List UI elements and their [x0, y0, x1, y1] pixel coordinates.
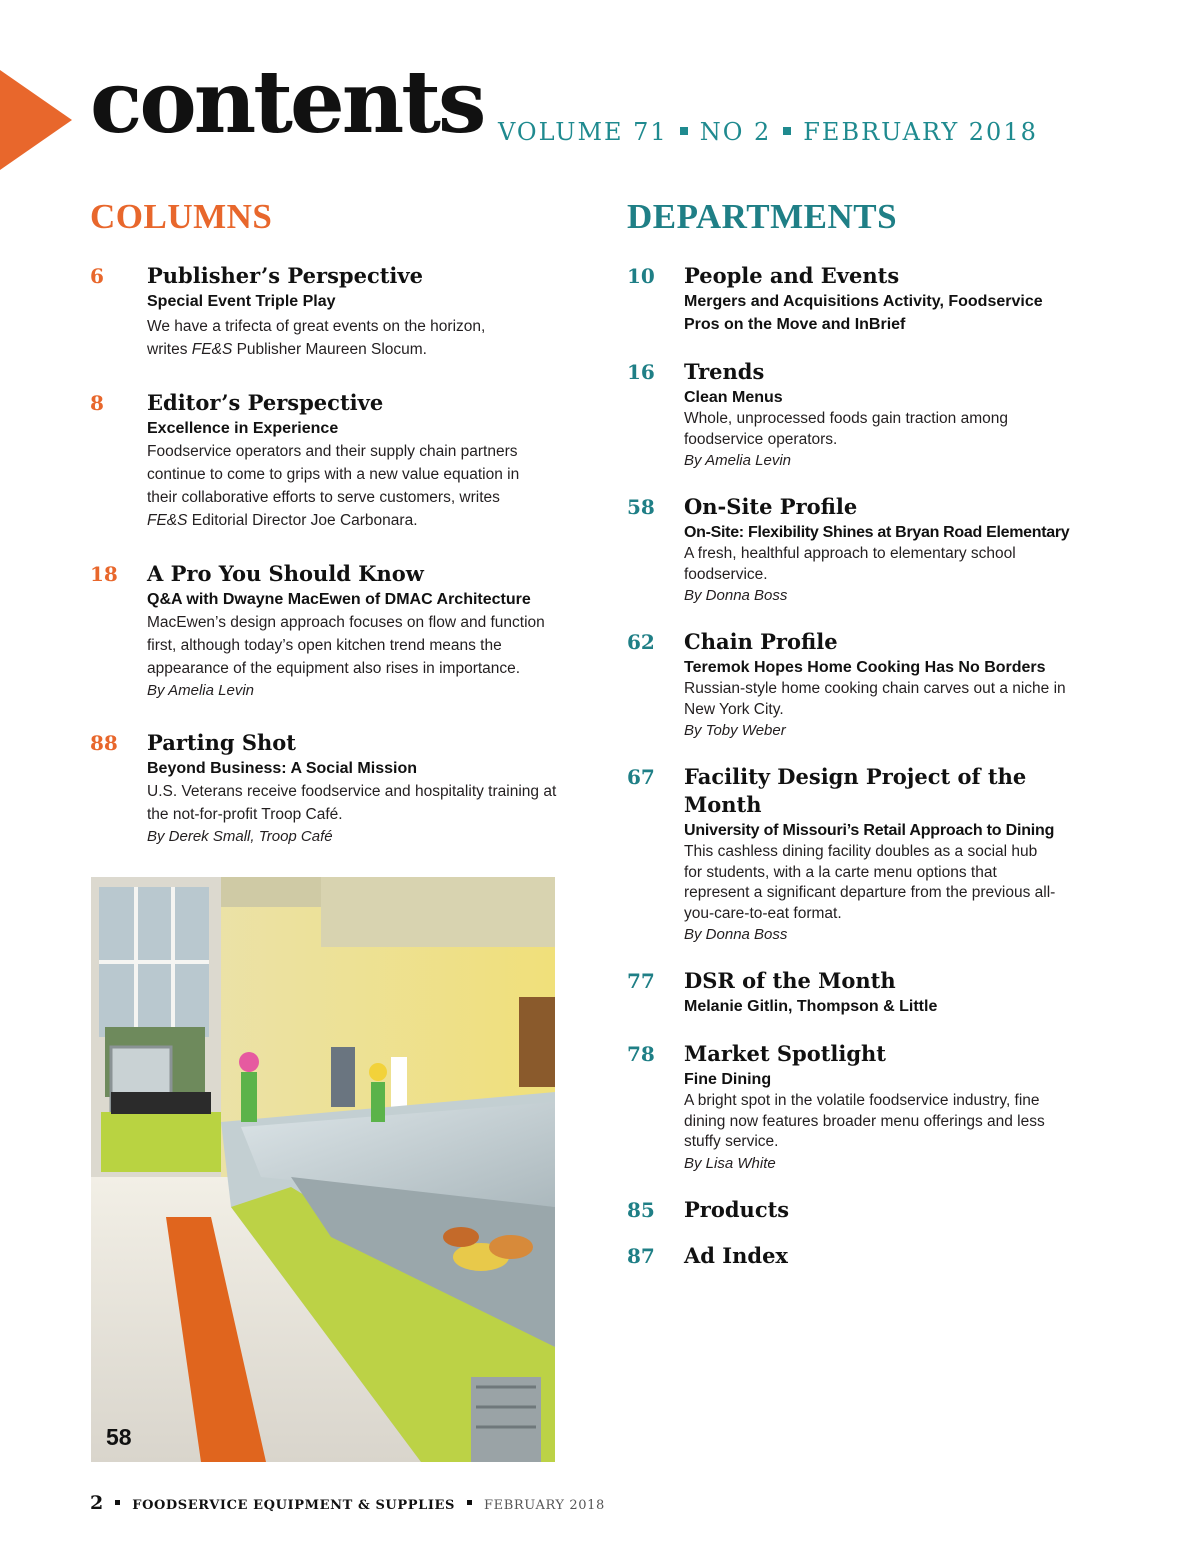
toc-entry[interactable]	[90, 729, 570, 847]
toc-entry[interactable]	[627, 262, 1097, 336]
toc-entry[interactable]	[627, 358, 1097, 471]
toc-entry[interactable]	[90, 560, 570, 701]
description-text: writes	[147, 341, 192, 358]
entry-title: A Pro You Should Know	[147, 561, 424, 586]
page-number: 78	[627, 1042, 655, 1066]
entry-title: Chain Profile	[684, 629, 838, 654]
toc-entry[interactable]	[627, 763, 1097, 945]
page-footer	[90, 1492, 605, 1514]
toc-entry[interactable]	[627, 967, 1097, 1018]
entry-subtitle: Fine Dining	[684, 1071, 772, 1088]
toc-entry[interactable]	[627, 1040, 1097, 1174]
cafeteria-photo	[91, 877, 555, 1462]
entry-subtitle: Teremok Hopes Home Cooking Has No Borders	[684, 659, 1046, 676]
entry-subtitle: Excellence in Experience	[147, 420, 339, 437]
issue-label: NO 2	[699, 118, 772, 146]
entry-subtitle: University of Missouri’s Retail Approach to Dining	[684, 822, 1055, 839]
entry-subtitle: Q&A with Dwayne MacEwen of DMAC Architecture	[147, 591, 531, 608]
page-number: 62	[627, 630, 655, 654]
columns-section	[90, 196, 570, 875]
page-number: 77	[627, 969, 655, 993]
entry-description	[147, 315, 570, 361]
entry-byline: By Donna Boss	[684, 587, 788, 604]
entry-title: On-Site Profile	[684, 494, 858, 519]
entry-title: Facility Design Project of the Month	[684, 764, 1027, 817]
entry-title: Trends	[684, 359, 765, 384]
entry-subtitle: On-Site: Flexibility Shines at Bryan Road Elementary	[684, 524, 1070, 541]
page-number: 16	[627, 360, 655, 384]
entry-description: MacEwen’s design approach focuses on flow and function first, although today’s open kitchen trend means the appearance of the equipment also rises in importance.	[147, 614, 545, 677]
entry-title: Market Spotlight	[684, 1041, 887, 1066]
departments-heading: DEPARTMENTS	[627, 197, 898, 236]
page-number: 8	[90, 391, 104, 415]
description-text: Foodservice operators and their supply chain partners continue to come to grips with a new value equation in their collaborative efforts to serve customers, writes	[147, 443, 520, 506]
orange-arrow-marker	[0, 70, 72, 170]
publication-abbrev: FE&S	[147, 512, 188, 529]
page-number: 85	[627, 1197, 655, 1222]
toc-entry[interactable]	[627, 1196, 1097, 1224]
description-text: Publisher Maureen Slocum.	[232, 341, 427, 358]
entry-description: U.S. Veterans receive foodservice and hospitality training at the not-for-profit Troop Café.	[147, 783, 557, 823]
entry-description	[147, 440, 547, 532]
issue-line	[498, 118, 1038, 146]
entry-description: This cashless dining facility doubles as a social hub for students, with a la carte menu options that represent a significant departure from the previous all-you-care-to-eat format.	[684, 843, 1056, 922]
photo-page-label: 58	[106, 1424, 132, 1450]
page-number: 88	[90, 731, 118, 755]
folio-number: 2	[90, 1492, 104, 1514]
entry-title: Products	[684, 1196, 790, 1222]
entry-title: Editor’s Perspective	[147, 390, 384, 415]
entry-subtitle: Mergers and Acquisitions Activity, Foodservice Pros on the Move and InBrief	[684, 293, 1043, 333]
page-number: 87	[627, 1243, 655, 1268]
masthead-contents: contents	[90, 52, 484, 153]
cafeteria-photo-illustration	[91, 877, 555, 1462]
departments-section	[627, 196, 1097, 1292]
entry-byline: By Lisa White	[684, 1154, 776, 1172]
toc-entry[interactable]	[627, 493, 1097, 606]
page-number: 18	[90, 562, 118, 586]
page-number: 67	[627, 765, 655, 789]
entry-byline: By Donna Boss	[684, 926, 788, 943]
toc-entry[interactable]	[90, 262, 570, 361]
magazine-name: FOODSERVICE EQUIPMENT & SUPPLIES	[132, 1498, 456, 1513]
entry-byline: By Amelia Levin	[147, 682, 254, 699]
page-number: 58	[627, 495, 655, 519]
issue-date: FEBRUARY 2018	[803, 118, 1038, 146]
columns-heading: COLUMNS	[90, 197, 273, 236]
entry-subtitle: Clean Menus	[684, 389, 783, 406]
description-text: We have a trifecta of great events on the horizon,	[147, 318, 486, 335]
entry-description: A bright spot in the volatile foodservice industry, fine dining now features broader menu offerings and less stuffy service.	[684, 1092, 1045, 1150]
entry-description: A fresh, healthful approach to elementary school foodservice.	[684, 545, 1016, 583]
entry-subtitle: Special Event Triple Play	[147, 293, 336, 310]
separator-square-icon	[783, 127, 791, 135]
toc-entry[interactable]	[90, 389, 570, 532]
entry-title: People and Events	[684, 263, 900, 288]
entry-subtitle: Melanie Gitlin, Thompson & Little	[684, 998, 938, 1015]
description-text: Editorial Director Joe Carbonara.	[187, 512, 418, 529]
entry-title: Parting Shot	[147, 730, 296, 755]
entry-title: Ad Index	[684, 1242, 788, 1268]
entry-byline: By Derek Small, Troop Café	[147, 828, 333, 845]
page-number: 10	[627, 264, 655, 288]
toc-entry[interactable]	[627, 628, 1097, 741]
page-number: 6	[90, 264, 104, 288]
entry-subtitle: Beyond Business: A Social Mission	[147, 760, 417, 777]
entry-byline: By Amelia Levin	[684, 452, 791, 469]
toc-entry[interactable]	[627, 1242, 1097, 1270]
entry-title: Publisher’s Perspective	[147, 263, 423, 288]
separator-square-icon	[680, 127, 688, 135]
entry-title: DSR of the Month	[684, 968, 896, 993]
separator-square-icon	[115, 1500, 120, 1505]
entry-description: Whole, unprocessed foods gain traction among foodservice operators.	[684, 410, 1008, 448]
entry-byline: By Toby Weber	[684, 722, 786, 739]
volume-label: VOLUME 71	[498, 118, 668, 146]
publication-abbrev: FE&S	[191, 341, 233, 358]
entry-description: Russian-style home cooking chain carves out a niche in New York City.	[684, 680, 1066, 718]
separator-square-icon	[467, 1500, 472, 1505]
footer-date: FEBRUARY 2018	[484, 1498, 605, 1513]
